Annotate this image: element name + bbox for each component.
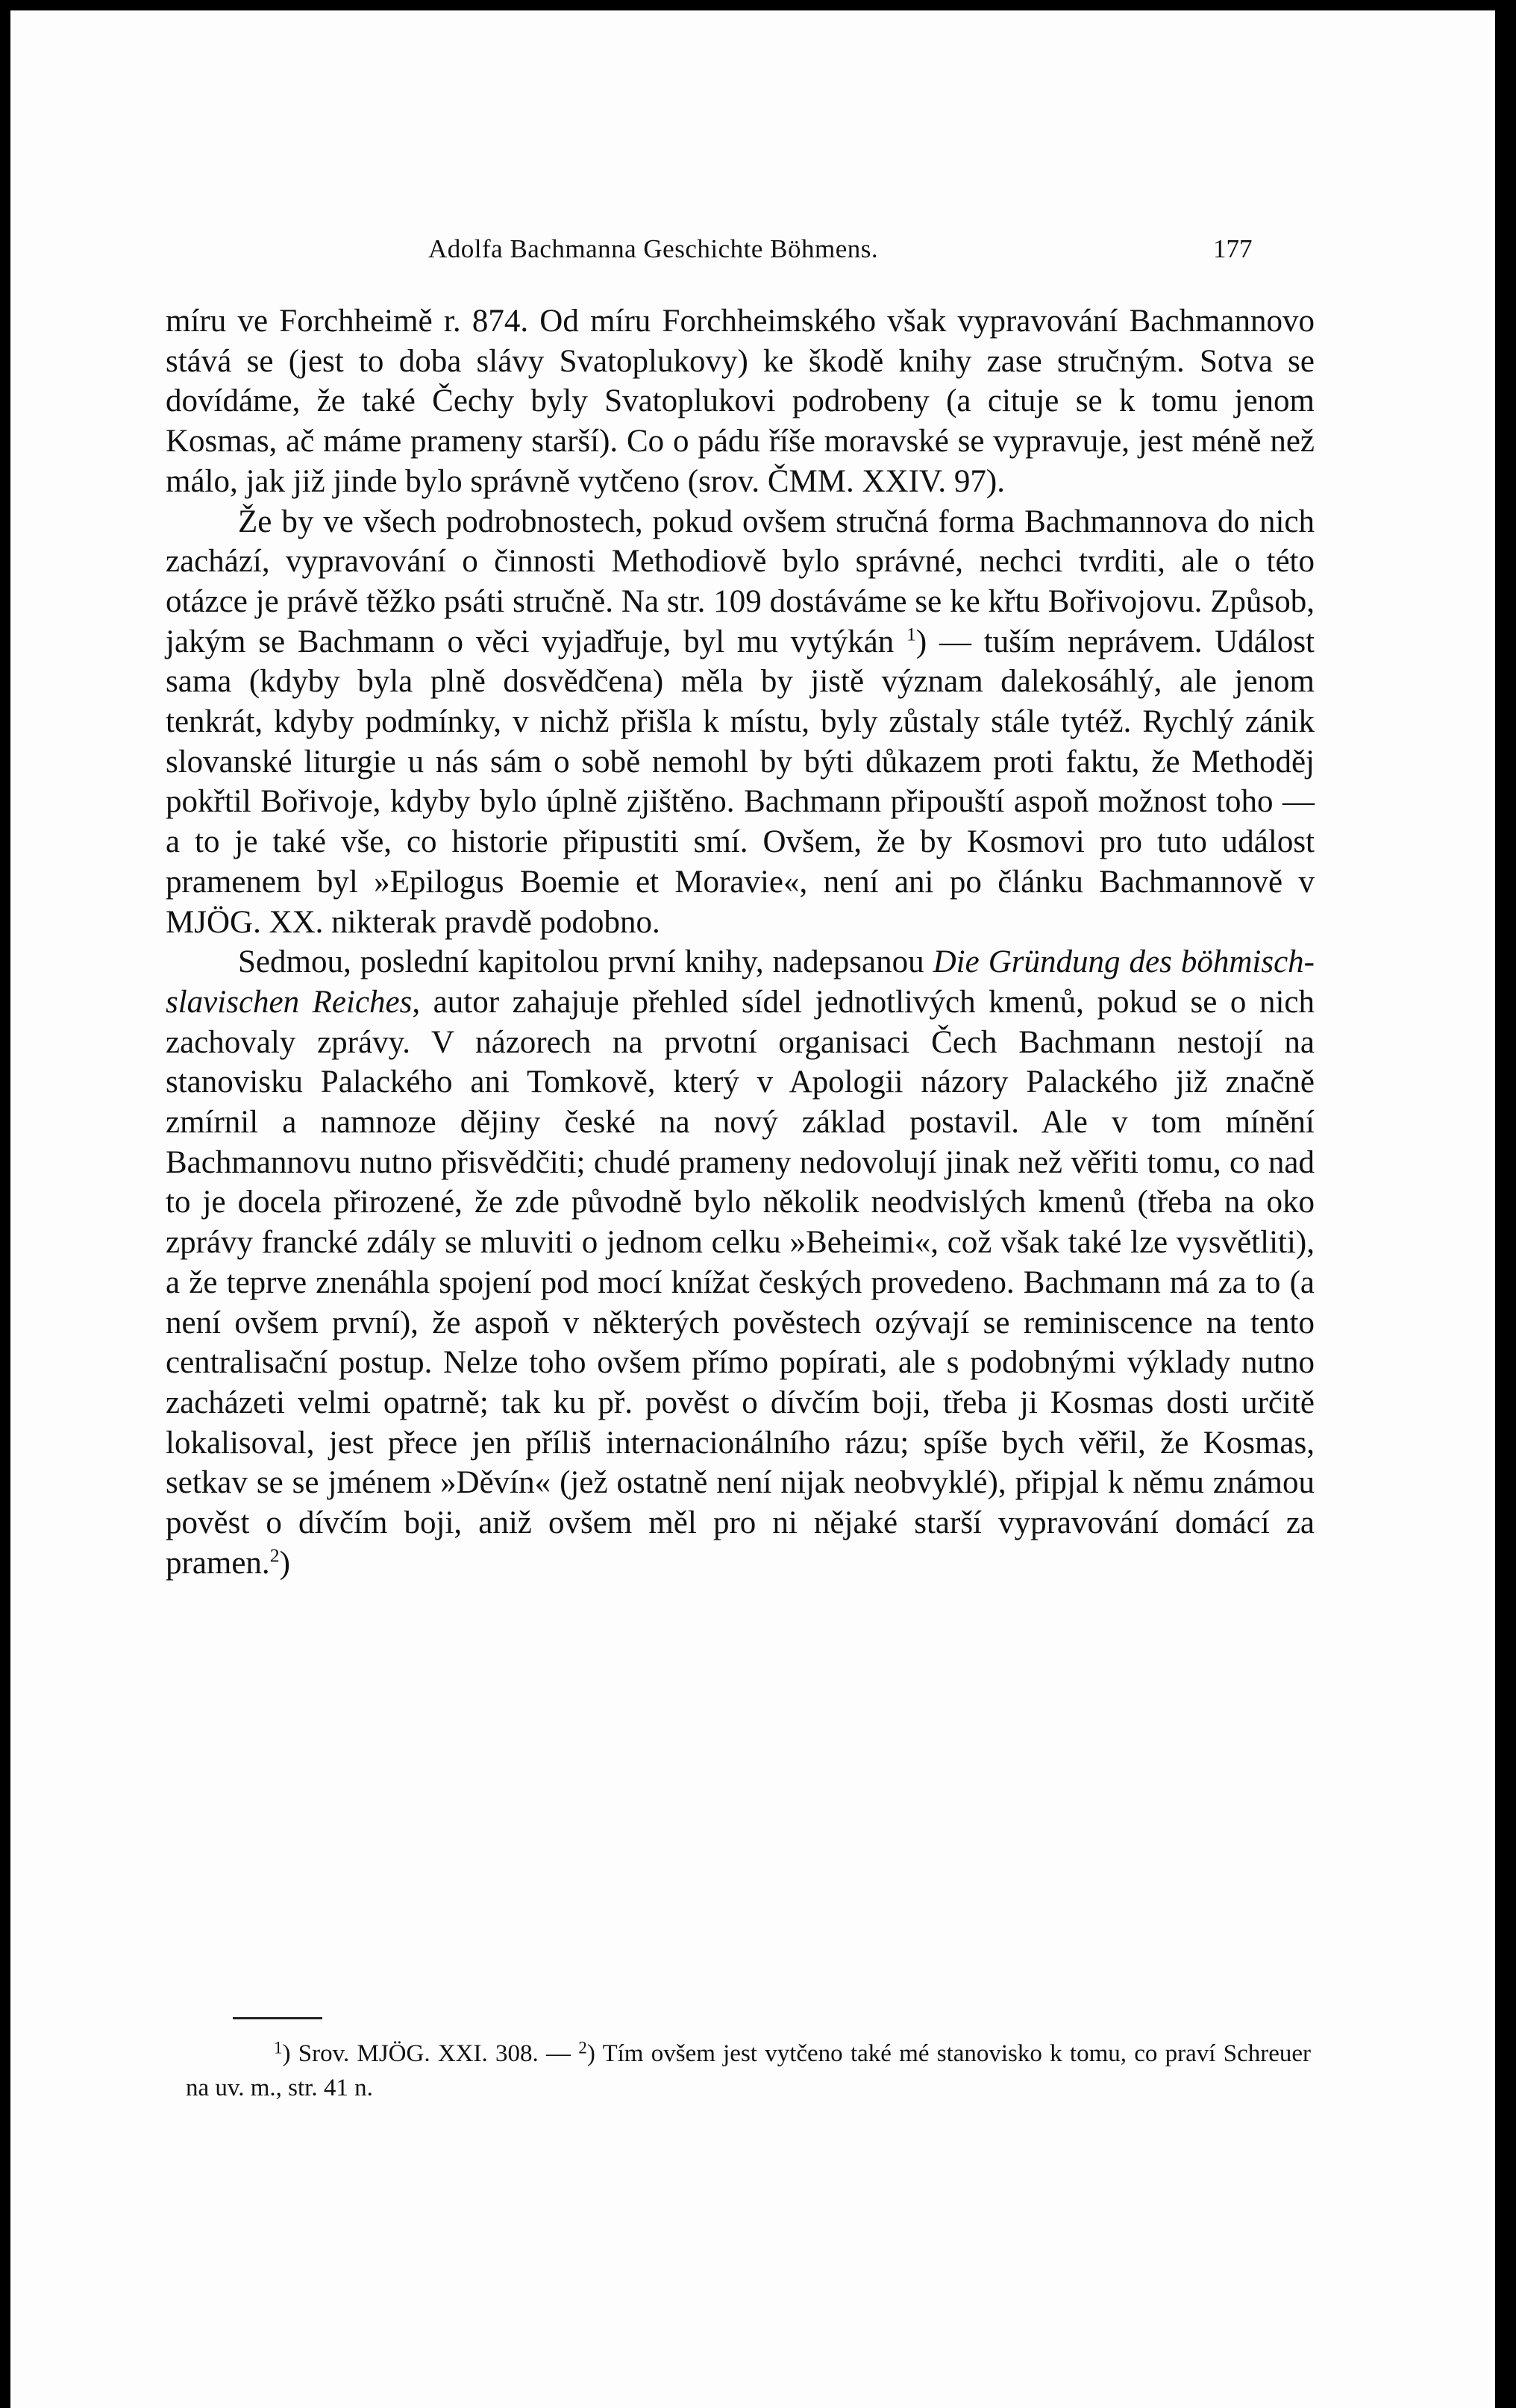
paragraph-text: Sedmou, poslední kapitolou první knihy, nadepsanou bbox=[238, 944, 933, 980]
book-page bbox=[10, 10, 1495, 2408]
footnote-1-text: ) Srov. MJÖG. XXI. 308. — bbox=[282, 2040, 579, 2067]
paragraph bbox=[166, 301, 1315, 502]
paragraph bbox=[166, 942, 1315, 1583]
footnote-1-mark: 1 bbox=[274, 2037, 283, 2057]
paragraph bbox=[166, 502, 1315, 943]
paragraph-text: ) — tuším neprávem. Událost sama (kdyby byla plně dosvědčena) měla by jistě význam dalekosáhlý, ale jenom tenkrát, kdyby podmínky, v nichž přišla k místu, byly zůstaly stále tytéž. Rychlý zánik slovanské liturgie u nás sám o sobě nemohl by býti důkazem proti faktu, že Methoděj pokřtil Bořivoje, kdyby bylo úplně zjištěno. Bachmann připouští aspoň možnost toho — a to je také vše, co historie připustiti smí. Ovšem, že by Kosmovi pro tuto událost pramenem byl »Epilogus Boemie et Moravie«, není ani po článku Bachmannově v MJÖG. XX. nikterak pravdě podobno. bbox=[166, 624, 1315, 940]
footnote-2-mark: 2 bbox=[578, 2037, 587, 2057]
paragraph-text: ) bbox=[279, 1545, 290, 1581]
footnotes bbox=[186, 2037, 1311, 2105]
footnote-2-text: ) Tím ovšem jest vytčeno také mé stanovisko k tomu, co praví Schreuer na uv. m., str. 41 n. bbox=[186, 2040, 1311, 2101]
italic-title: Die Gründung des böhmisch-slavischen Reiches bbox=[166, 944, 1315, 1020]
footnote-separator-rule bbox=[233, 2017, 322, 2019]
paragraph-text: , autor zahajuje přehled sídel jednotlivých kmenů, pokud se o nich zachovaly zprávy. V názorech na prvotní organisaci Čech Bachmann nestojí na stanovisku Palackého ani Tomkově, který v Apologii názory Palackého již značně zmírnil a namnoze dějiny české na nový základ postavil. Ale v tom mínění Bachmannovu nutno přisvědčiti; chudé prameny nedovolují jinak než věřiti tomu, co nad to je docela přirozené, že zde původně bylo několik neodvislých kmenů (třeba na oko zprávy francké zdály se mluviti o jednom celku »Beheimi«, což však také lze vysvětliti), a že teprve znenáhla spojení pod mocí knížat českých provedeno. Bachmann má za to (a není ovšem první), že aspoň v některých pověstech ozývají se reminiscence na tento centralisační postup. Nelze toho ovšem přímo popírati, ale s podobnými výklady nutno zacházeti velmi opatrně; tak ku př. pověst o dívčím boji, třeba ji Kosmas dosti určitě lokalisoval, jest přece jen příliš internacionálního rázu; spíše bych věřil, že Kosmas, setkav se se jménem »Děvín« (jež ostatně není nijak neobvyklé), připjal k němu známou pověst o dívčím boji, aniž ovšem měl pro ni nějaké starší vypravování domácí za pramen. bbox=[166, 984, 1315, 1581]
running-title: Adolfa Bachmanna Geschichte Böhmens. bbox=[428, 234, 879, 263]
body-text bbox=[166, 301, 1315, 1584]
footnote-reference: 2 bbox=[269, 1544, 280, 1567]
footnote-reference: 1 bbox=[906, 623, 916, 645]
running-head bbox=[10, 234, 1495, 272]
paragraph-text: míru ve Forchheimě r. 874. Od míru Forchheimského však vypravování Bachmannovo stává se (jest to doba slávy Svatoplukovy) ke škodě knihy zase stručným. Sotva se dovídáme, že také Čechy byly Svatoplukovi podrobeny (a cituje se k tomu jenom Kosmas, ač máme prameny starší). Co o pádu říše moravské se vypravuje, jest méně než málo, jak již jinde bylo správně vytčeno (srov. ČMM. XXIV. 97). bbox=[166, 304, 1315, 499]
page-number: 177 bbox=[1213, 234, 1253, 263]
paragraph-text: Že by ve všech podrobnostech, pokud ovšem stručná forma Bachmannova do nich zachází, vypravování o činnosti Methodiově bylo správné, nechci tvrditi, ale o této otázce je právě těžko psáti stručně. Na str. 109 dostáváme se ke křtu Bořivojovu. Způsob, jakým se Bachmann o věci vyjadřuje, byl mu vytýkán bbox=[166, 504, 1315, 659]
